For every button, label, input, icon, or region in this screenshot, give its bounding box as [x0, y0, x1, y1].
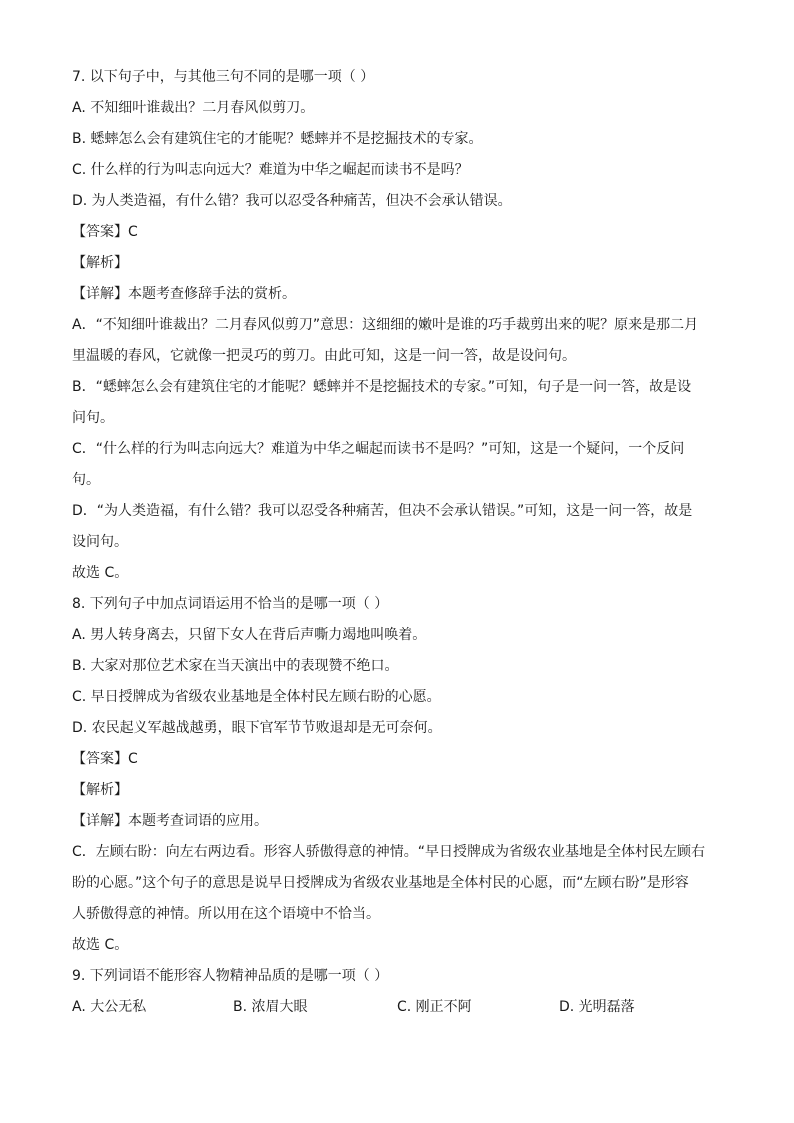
q8-option-d: D. 农民起义军越战越勇，眼下官军节节败退却是无可奈何。 — [72, 720, 442, 736]
q7-option-d: D. 为人类造福，有什么错？我可以忍受各种痛苦，但决不会承认错误。 — [72, 193, 512, 209]
q7-explanation-line: D．“为人类造福，有什么错？我可以忍受各种痛苦，但决不会承认错误。”可知，这是一问一答，故是 — [72, 503, 693, 519]
q7-explanation-line: A．“不知细叶谁裁出？二月春风似剪刀”意思：这细细的嫩叶是谁的巧手裁剪出来的呢？原来是那二月 — [72, 317, 699, 333]
q8-explanation-line: 盼的心愿。”这个句子的意思是说早日授牌成为省级农业基地是全体村民的心愿，而“左顾右盼”是形容 — [72, 875, 689, 891]
q8-detail: 【详解】本题考查词语的应用。 — [72, 813, 268, 829]
q8-analysis-label: 【解析】 — [72, 782, 128, 798]
q7-conclusion: 故选 C。 — [72, 565, 129, 581]
question-7: 7. 以下句子中，与其他三句不同的是哪一项（ ） — [72, 69, 375, 85]
q9-option-d: D. 光明磊落 — [559, 999, 635, 1015]
question-8: 8. 下列句子中加点词语运用不恰当的是哪一项（ ） — [72, 596, 389, 612]
q9-options-row — [72, 992, 722, 1023]
q8-option-c: C. 早日授牌成为省级农业基地是全体村民左顾右盼的心愿。 — [72, 689, 441, 705]
q7-explanation-line: 设问句。 — [72, 534, 128, 550]
q7-option-c: C. 什么样的行为叫志向远大？难道为中华之崛起而读书不是吗？ — [72, 162, 469, 178]
q8-explanation-line: 人骄傲得意的神情。所以用在这个语境中不恰当。 — [72, 906, 380, 922]
q7-explanation-line: B．“蟋蟀怎么会有建筑住宅的才能呢？蟋蟀并不是挖掘技术的专家。”可知，句子是一问一答，故是设 — [72, 379, 692, 395]
q7-explanation-line: 里温暖的春风，它就像一把灵巧的剪刀。由此可知，这是一问一答，故是设问句。 — [72, 348, 576, 364]
q8-option-a: A. 男人转身离去，只留下女人在背后声嘶力竭地叫唤着。 — [72, 627, 427, 643]
q9-option-a: A. 大公无私 — [72, 999, 147, 1015]
q7-explanation-line: 句。 — [72, 472, 100, 488]
document-content — [72, 62, 722, 1023]
q7-option-b: B. 蟋蟀怎么会有建筑住宅的才能呢？蟋蟀并不是挖掘技术的专家。 — [72, 131, 483, 147]
q8-explanation-line: C．左顾右盼：向左右两边看。形容人骄傲得意的神情。“早日授牌成为省级农业基地是全体村民左顾右 — [72, 844, 706, 860]
q8-answer: 【答案】C — [72, 751, 138, 767]
q8-option-b: B. 大家对那位艺术家在当天演出中的表现赞不绝口。 — [72, 658, 399, 674]
q8-conclusion: 故选 C。 — [72, 937, 129, 953]
q7-option-a: A. 不知细叶谁裁出？二月春风似剪刀。 — [72, 100, 315, 116]
q9-option-b: B. 浓眉大眼 — [233, 999, 308, 1015]
question-9: 9. 下列词语不能形容人物精神品质的是哪一项（ ） — [72, 968, 389, 984]
q7-analysis-label: 【解析】 — [72, 255, 128, 271]
q7-detail: 【详解】本题考查修辞手法的赏析。 — [72, 286, 296, 302]
q7-explanation-line: 问句。 — [72, 410, 114, 426]
q7-explanation-line: C．“什么样的行为叫志向远大？难道为中华之崛起而读书不是吗？”可知，这是一个疑问，一个反问 — [72, 441, 685, 457]
q9-option-c: C. 刚正不阿 — [397, 999, 472, 1015]
q7-answer: 【答案】C — [72, 224, 138, 240]
